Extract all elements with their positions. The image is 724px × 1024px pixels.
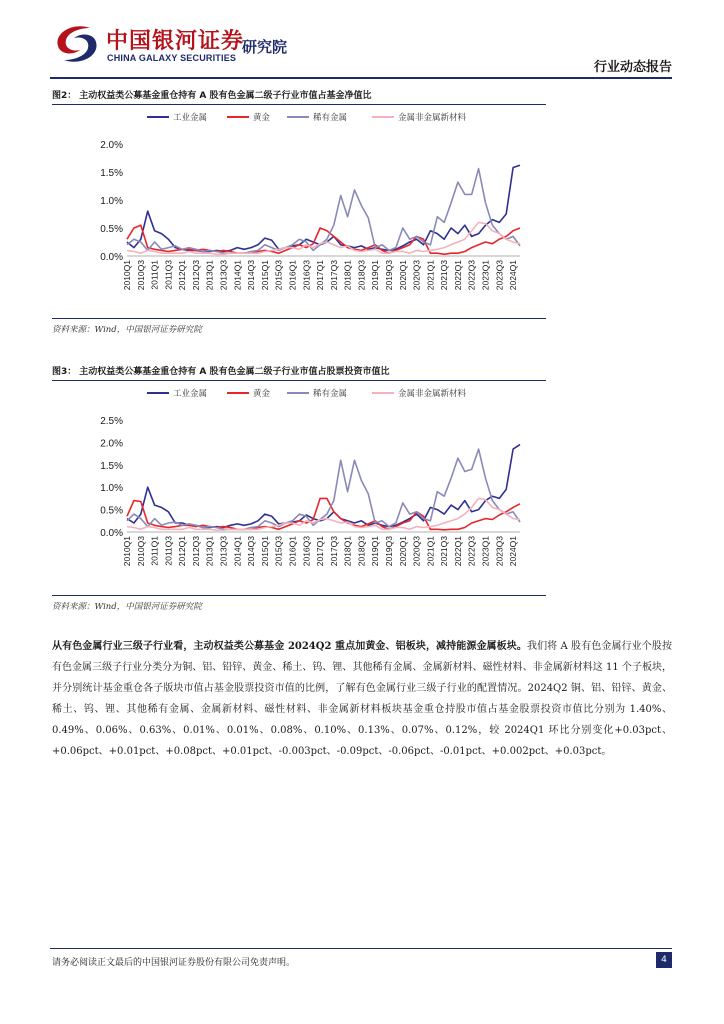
x-tick-label: 2019Q1 [370, 536, 381, 567]
x-tick-label: 2014Q1 [232, 260, 243, 291]
y-tick-label: 0.5% [100, 224, 123, 235]
x-tick-label: 2023Q1 [480, 260, 491, 291]
paragraph-lead: 从有色金属行业三级子行业看，主动权益类公募基金 2024Q2 重点加黄金、铝板块，减持能源金属板块。 [52, 641, 527, 652]
x-tick-label: 2022Q1 [452, 536, 463, 567]
y-tick-label: 2.5% [100, 416, 123, 427]
x-tick-label: 2013Q3 [218, 260, 229, 291]
x-tick-label: 2021Q3 [439, 536, 450, 567]
figure-3-caption: 主动权益类公募基金重仓持有 A 股有色金属二级子行业市值占股票投资市值比 [79, 367, 390, 377]
footer-disclaimer: 请务必阅读正文最后的中国银河证券股份有限公司免责声明。 [52, 958, 296, 968]
y-tick-label: 0.5% [100, 505, 123, 517]
institute-name: 研究院 [242, 38, 288, 56]
x-tick-label: 2022Q3 [466, 536, 477, 567]
paragraph-body: 我们将 A 股有色金属行业个股按有色金属三级子行业分类分为铜、铝、铅锌、黄金、稀土、钨、锂、其他稀有金属、金属新材料、磁性材料、非金属新材料这 11 个子板块，并分别统计基金重仓各子版块市值占基金股票投资市值的比例，了解有色金属行业三级子行业的配置情况。2024Q2 铜、铝、铅锌、黄金、稀土、钨、锂、其他稀有金属、金属新材料、磁性材料、非金属新材料板块基金重仓持股市值占基金股票投资市值比分别为 1.40%、0.49%、0.06%、0.63%、0.01%、0.01%、0.08%、0.10%、0.13%、0.07%、0.12%，较 2024Q1 环比分别变化+0.03pct、+0.06pct、+0.01pct、+0.08pct、+0.01pct、-0.003pct、-0.09pct、-0.06pct、-0.01pct、+0.002pct、+0.03pct。 [52, 641, 672, 757]
y-tick-label: 2.0% [100, 438, 123, 450]
x-tick-label: 2021Q1 [425, 260, 436, 291]
legend-label: 工业金属 [173, 113, 208, 123]
figure-3-chart [52, 380, 546, 592]
x-tick-label: 2020Q1 [397, 536, 408, 567]
legend-label: 金属非金属新材料 [398, 389, 467, 399]
figure-2-source: 资料来源：Wind，中国银河证券研究院 [52, 318, 546, 335]
x-tick-label: 2012Q3 [190, 260, 201, 291]
x-tick-label: 2011Q1 [149, 536, 160, 566]
x-tick-label: 2010Q3 [135, 536, 146, 567]
x-tick-label: 2018Q3 [356, 260, 367, 291]
figure-2-title [52, 88, 546, 105]
page-number: 4 [656, 952, 672, 968]
x-tick-label: 2021Q3 [439, 260, 450, 291]
x-tick-label: 2016Q3 [301, 260, 312, 291]
x-tick-label: 2018Q1 [342, 536, 353, 567]
x-tick-label: 2020Q3 [411, 536, 422, 567]
legend-label: 稀有金属 [313, 389, 348, 399]
x-tick-label: 2020Q1 [397, 260, 408, 291]
x-tick-label: 2019Q3 [384, 260, 394, 291]
x-tick-label: 2015Q3 [273, 536, 284, 567]
x-tick-label: 2017Q3 [328, 260, 339, 291]
analysis-paragraph [52, 636, 672, 762]
y-tick-label: 1.0% [100, 196, 123, 207]
x-tick-label: 2022Q1 [452, 260, 463, 291]
x-tick-label: 2015Q1 [259, 260, 270, 291]
x-tick-label: 2015Q1 [259, 536, 270, 567]
x-tick-label: 2013Q1 [204, 260, 215, 291]
brand-name-cn: 中国银河证券 [106, 29, 245, 54]
figure-2-caption: 主动权益类公募基金重仓持有 A 股有色金属二级子行业市值占基金净值比 [79, 91, 372, 101]
figure-3-source: 资料来源：Wind，中国银河证券研究院 [52, 595, 546, 612]
x-tick-label: 2016Q3 [301, 536, 312, 567]
y-tick-label: 1.5% [100, 168, 123, 179]
legend-label: 黄金 [253, 113, 271, 123]
legend-label: 工业金属 [173, 389, 208, 399]
x-tick-label: 2017Q1 [315, 260, 326, 291]
x-tick-label: 2010Q1 [122, 536, 132, 567]
x-tick-label: 2017Q1 [315, 536, 326, 567]
x-tick-label: 2011Q1 [149, 260, 160, 290]
x-tick-label: 2019Q1 [370, 260, 381, 291]
x-tick-label: 2012Q3 [190, 536, 201, 567]
legend-label: 稀有金属 [313, 113, 348, 123]
x-tick-label: 2015Q3 [273, 260, 284, 291]
x-tick-label: 2012Q1 [177, 260, 188, 291]
x-tick-label: 2014Q3 [246, 260, 257, 291]
x-tick-label: 2023Q1 [480, 536, 491, 567]
galaxy-logo-icon [50, 22, 104, 66]
figure-2-chart [52, 104, 546, 316]
x-tick-label: 2011Q3 [163, 536, 174, 566]
x-tick-label: 2020Q3 [411, 260, 422, 291]
x-tick-label: 2016Q1 [287, 260, 298, 291]
x-tick-label: 2018Q1 [342, 260, 353, 291]
y-tick-label: 1.5% [100, 460, 123, 472]
x-tick-label: 2022Q3 [466, 260, 477, 291]
x-tick-label: 2014Q1 [232, 536, 243, 567]
y-tick-label: 0.0% [100, 528, 123, 539]
figure-2-label: 图2： [52, 91, 77, 101]
x-tick-label: 2011Q3 [163, 260, 174, 290]
figure-3-title [52, 364, 546, 381]
x-tick-label: 2024Q1 [508, 536, 519, 567]
x-tick-label: 2016Q1 [287, 536, 298, 567]
figure-3-label: 图3： [52, 367, 77, 377]
x-tick-label: 2014Q3 [246, 536, 257, 567]
y-tick-label: 0.0% [100, 252, 123, 263]
x-tick-label: 2023Q3 [494, 536, 505, 567]
report-type: 行业动态报告 [593, 60, 672, 75]
x-tick-label: 2019Q3 [384, 536, 394, 567]
series-line-1 [127, 165, 520, 251]
x-tick-label: 2024Q1 [508, 260, 519, 291]
x-tick-label: 2010Q1 [122, 260, 132, 291]
footer-divider [50, 948, 672, 949]
y-tick-label: 2.0% [100, 140, 123, 151]
x-tick-label: 2013Q1 [204, 536, 215, 567]
x-tick-label: 2017Q3 [328, 536, 339, 567]
x-tick-label: 2012Q1 [177, 536, 188, 567]
legend-label: 黄金 [253, 389, 271, 399]
x-tick-label: 2010Q3 [135, 260, 146, 291]
x-tick-label: 2023Q3 [494, 260, 505, 291]
x-tick-label: 2021Q1 [425, 536, 436, 567]
series-line-1 [127, 445, 520, 528]
y-tick-label: 1.0% [100, 483, 123, 495]
header-divider [50, 77, 672, 79]
x-tick-label: 2018Q3 [356, 536, 367, 567]
brand-name-en: CHINA GALAXY SECURITIES [107, 53, 237, 63]
x-tick-label: 2013Q3 [218, 536, 229, 567]
legend-label: 金属非金属新材料 [398, 113, 467, 123]
